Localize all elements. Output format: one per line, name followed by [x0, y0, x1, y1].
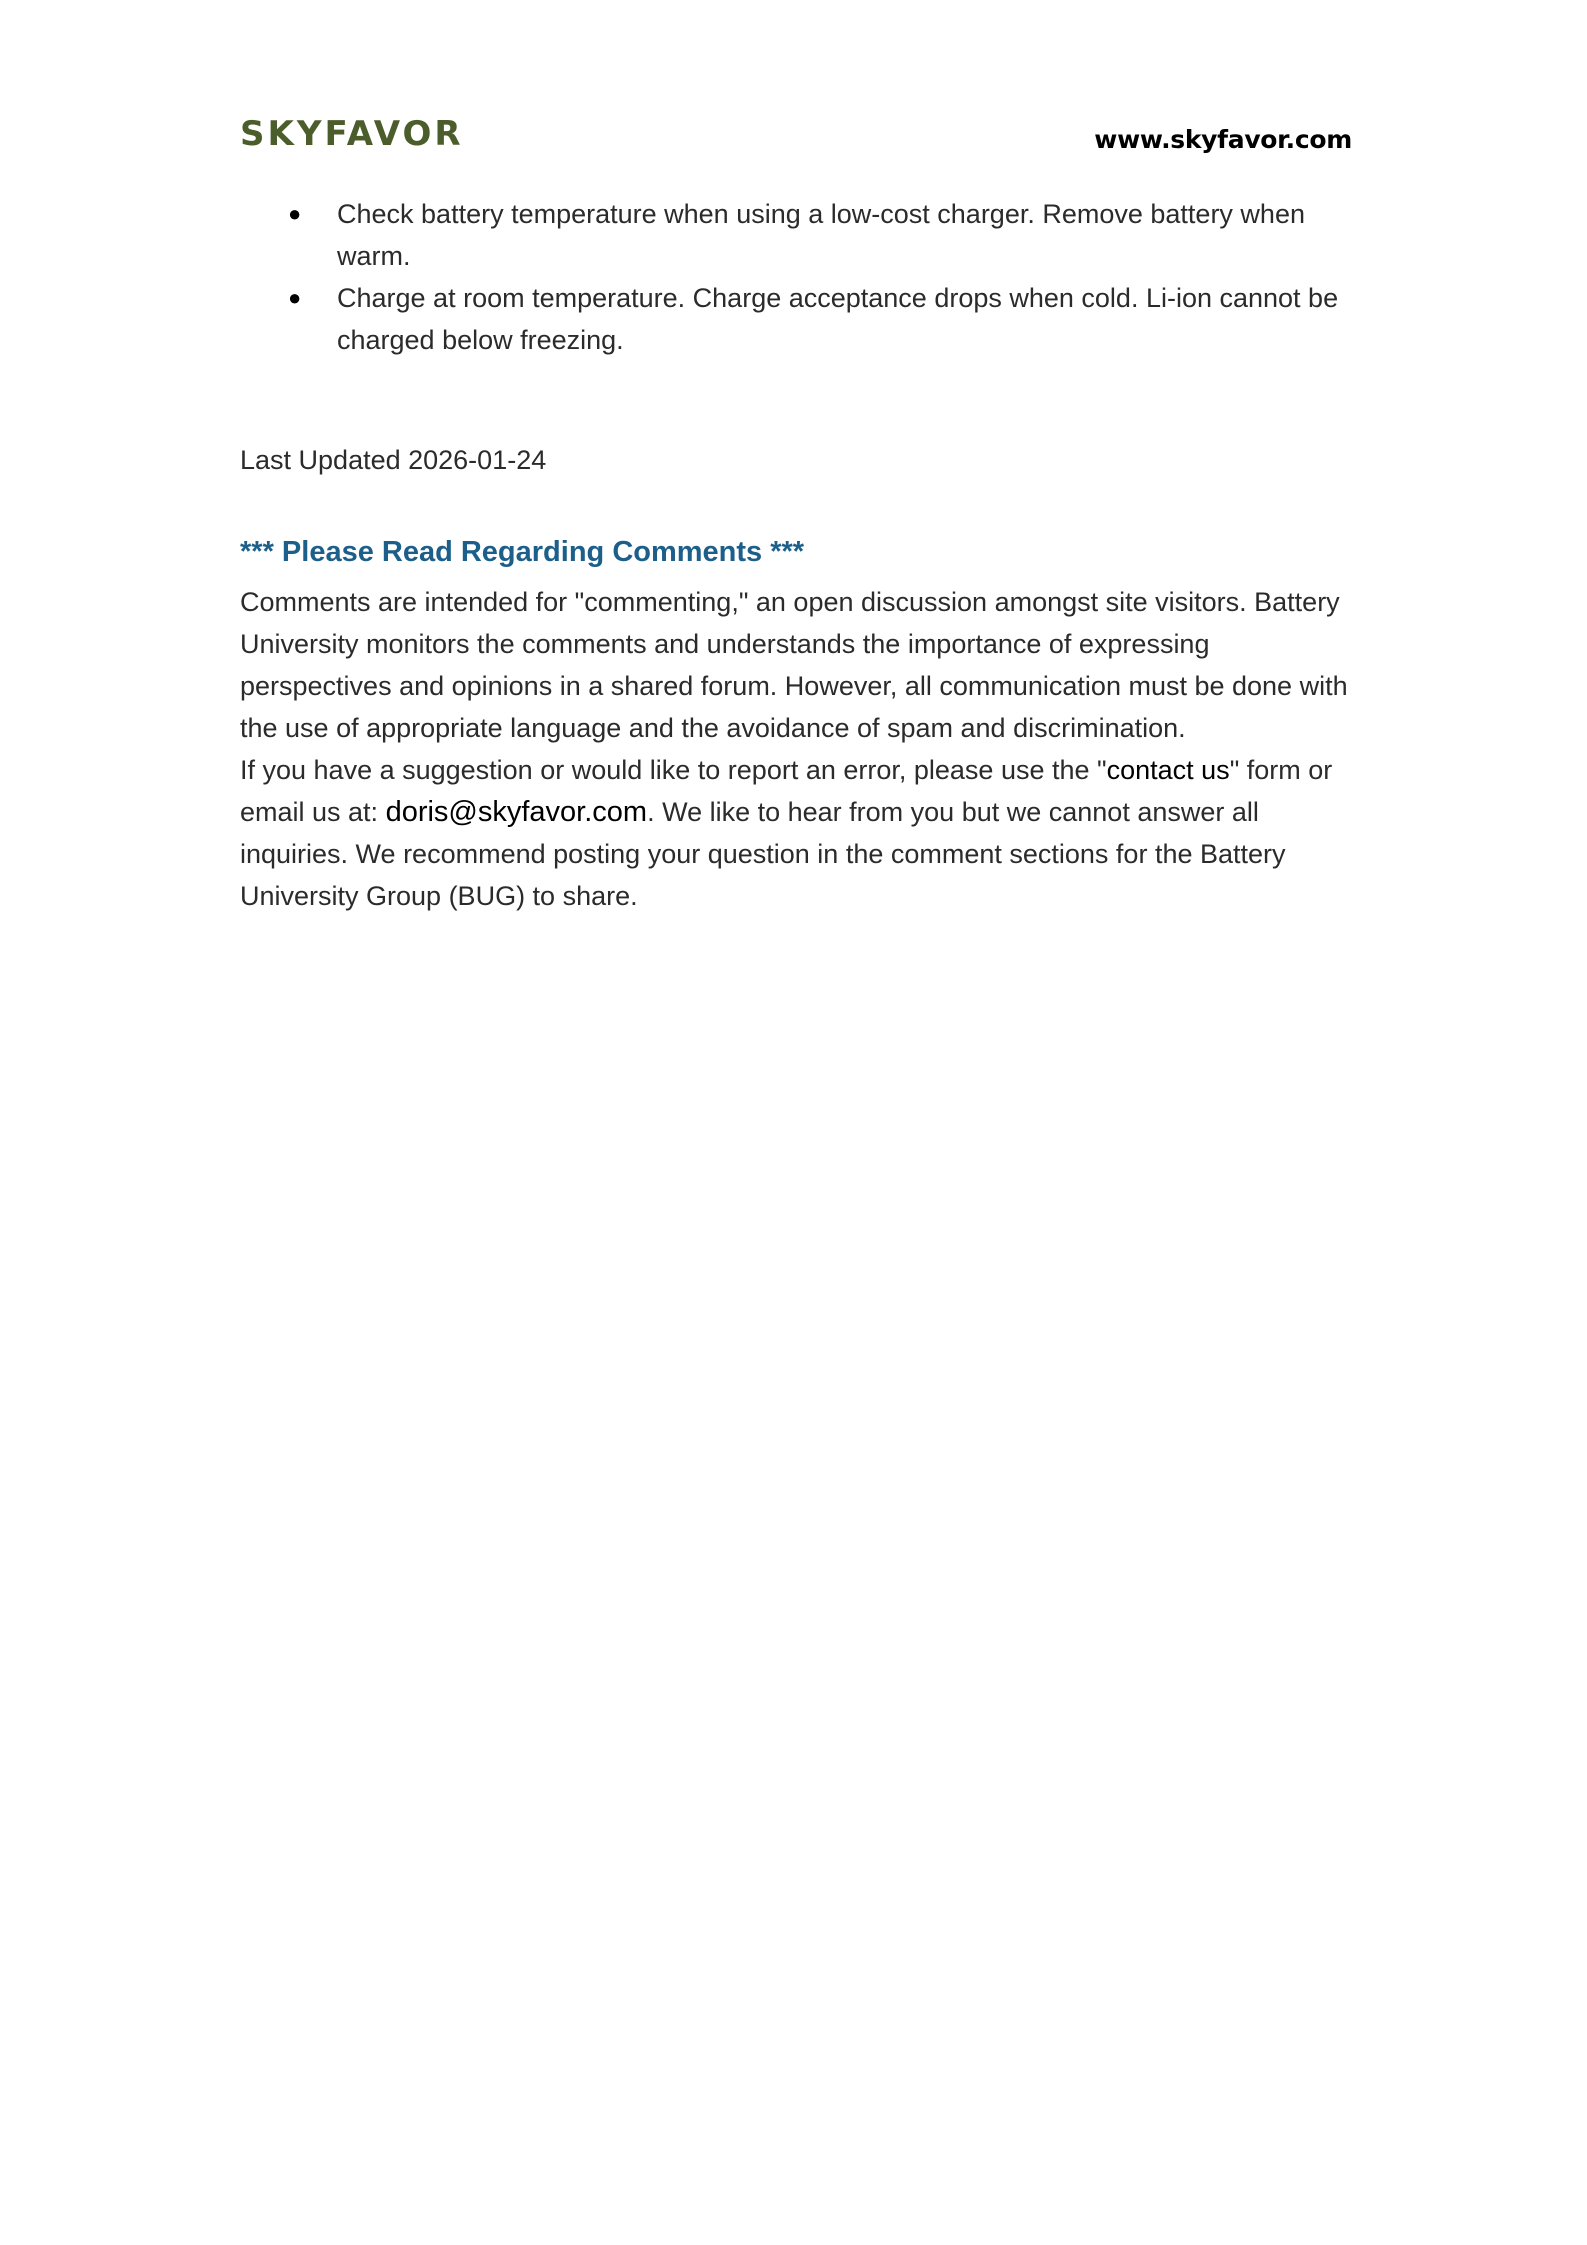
skyfavor-logo: SKYFAVOR	[240, 114, 464, 154]
comments-policy-paragraph: Comments are intended for "commenting," an open discussion amongst site visitors. Battery University monitors the comments and understands the importance of expressing perspectives and opinions in a shared forum. However, all communication must be done with the use of appropriate language and the avoidance of spam and discrimination.	[240, 587, 1348, 743]
site-url[interactable]: www.skyfavor.com	[1094, 125, 1352, 154]
document-body	[240, 193, 1360, 917]
email-link[interactable]: doris@skyfavor.com	[385, 796, 648, 828]
bullet-icon: ●	[288, 201, 302, 226]
contact-us-link[interactable]: contact us	[1106, 755, 1230, 785]
contact-paragraph	[240, 749, 1360, 917]
contact-text-end: . We like to hear from you but we cannot answer all inquiries. We recommend posting your question in the comment sections for the Battery University Group (BUG) to share.	[240, 797, 1286, 911]
charging-tips-list	[240, 193, 1360, 361]
bullet-icon: ●	[288, 285, 302, 310]
list-item-text: Charge at room temperature. Charge acceptance drops when cold. Li-ion cannot be charged below freezing.	[337, 283, 1339, 355]
list-item	[240, 277, 1360, 361]
comments-heading: *** Please Read Regarding Comments ***	[240, 536, 805, 568]
contact-text-middle: " form or email us at:	[240, 755, 1333, 827]
list-item-text: Check battery temperature when using a low-cost charger. Remove battery when warm.	[337, 199, 1305, 271]
contact-text-start: If you have a suggestion or would like to report an error, please use the "	[240, 755, 1107, 785]
list-item	[240, 193, 1360, 277]
last-updated-date: Last Updated 2026-01-24	[240, 445, 547, 475]
